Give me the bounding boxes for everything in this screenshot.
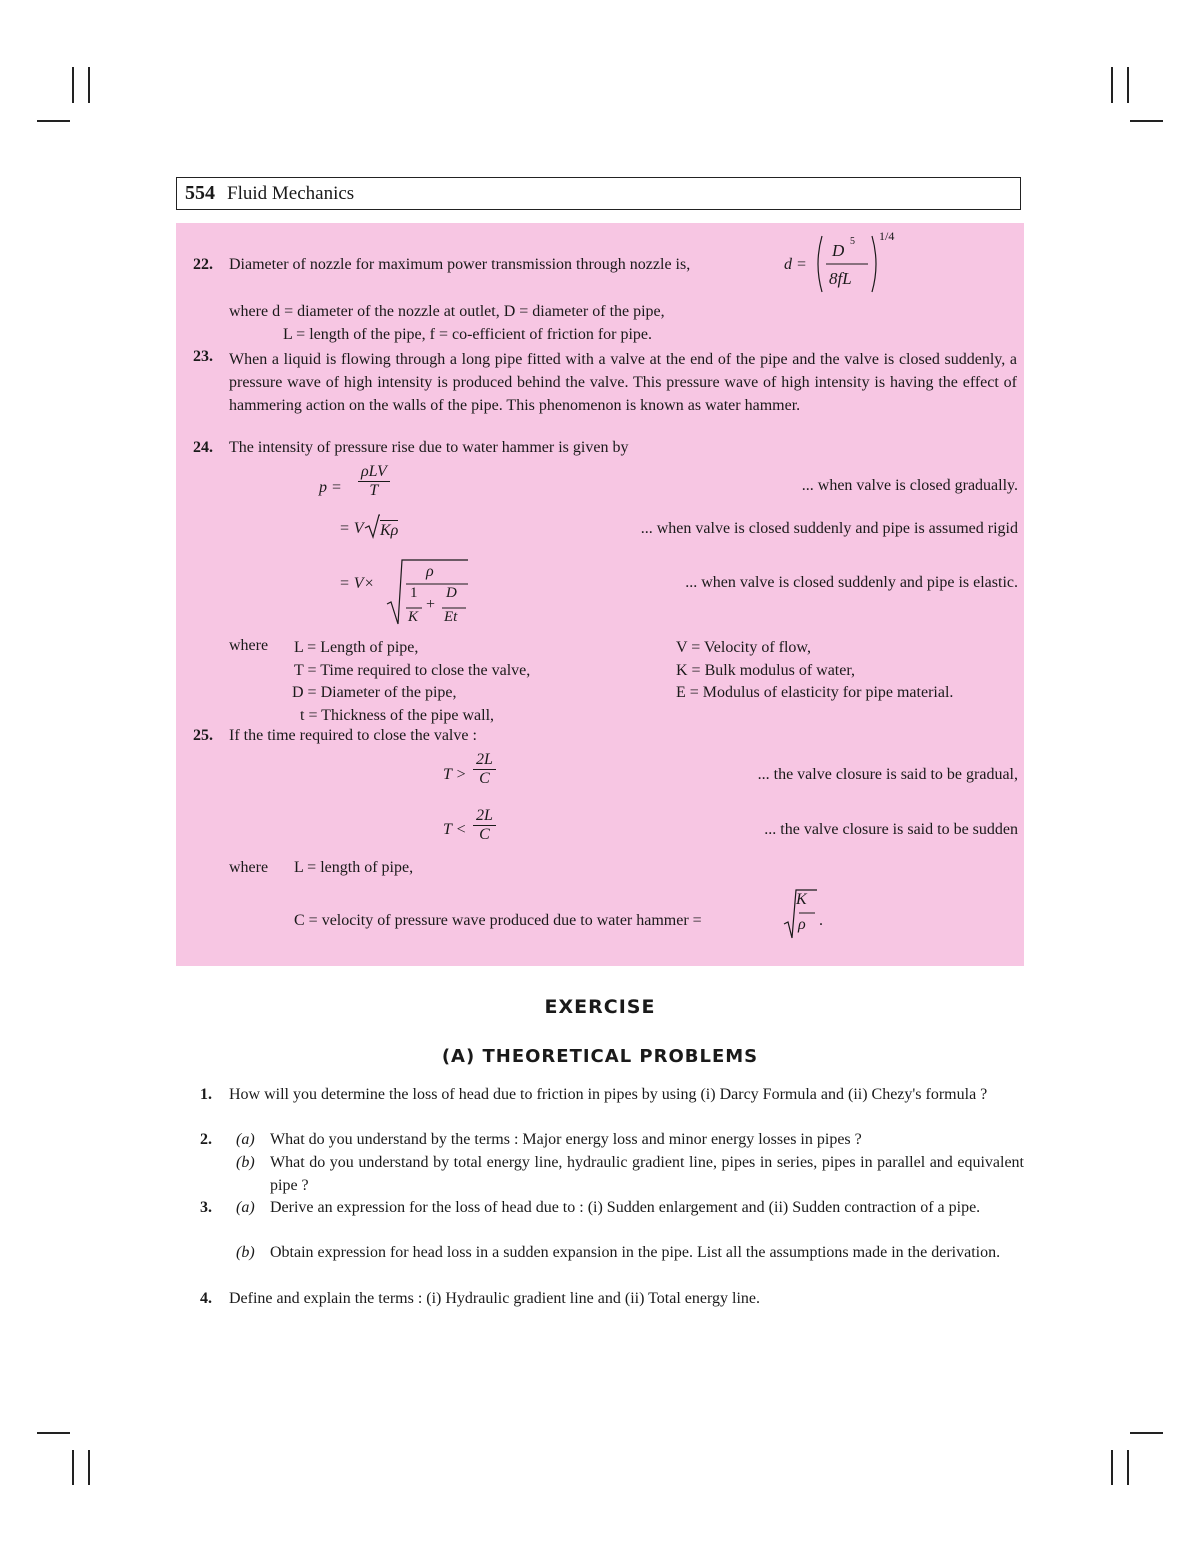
question-text: Define and explain the terms : (i) Hydraulic gradient line and (ii) Total energy line. [229, 1290, 760, 1307]
item-text: Diameter of nozzle for maximum power transmission through nozzle is, [229, 256, 691, 273]
question-text: Derive an expression for the loss of head due to : (i) Sudden enlargement and (ii) Sudden contraction of a pipe. [270, 1199, 981, 1216]
condition-lhs: T > [443, 766, 467, 783]
part-label: (a) [236, 1131, 255, 1148]
plus-sign: + [426, 596, 436, 613]
where-label: where [229, 637, 269, 654]
item-text: If the time required to close the valve : [229, 727, 477, 744]
crop-mark [1130, 1432, 1163, 1434]
question [200, 1083, 1024, 1129]
condition-note: ... the valve closure is said to be sudden [764, 821, 1018, 838]
item-text: When a liquid is flowing through a long pipe fitted with a valve at the end of the pipe and the valve is closed suddenly, a pressure wave of high intensity is produced behind the valve. This pressure wave of high intensity is having the effect of hammering action on the walls of the pipe. This phenomenon is known as water hammer. [229, 351, 1017, 414]
item-number: 24. [193, 439, 213, 456]
fraction-denominator: C [479, 769, 490, 787]
definition: K = Bulk modulus of water, [676, 661, 856, 679]
condition-note: ... the valve closure is said to be gradual, [757, 766, 1018, 783]
condition-fraction [473, 807, 496, 843]
crop-mark [1130, 120, 1163, 122]
crop-mark [37, 1432, 70, 1434]
formula-exponent: 1/4 [879, 229, 895, 243]
condition-lhs: T < [443, 821, 467, 838]
definition: D = Diameter of the pipe, [292, 684, 457, 701]
condition-fraction [473, 751, 496, 787]
question-text: Obtain expression for head loss in a sudden expansion in the pipe. List all the assumptions made in the derivation. [270, 1244, 1001, 1261]
question-text: How will you determine the loss of head due to friction in pipes by using (i) Darcy Formula and (ii) Chezy's formula ? [229, 1086, 988, 1103]
definition: L = length of pipe, [294, 859, 414, 876]
formula-numerator-exponent: 5 [850, 236, 855, 247]
fraction-denominator: C [479, 825, 490, 843]
crop-mark [1111, 67, 1113, 103]
question-number: 1. [200, 1086, 212, 1103]
question-text: What do you understand by the terms : Major energy loss and minor energy losses in pipes ? [270, 1131, 862, 1148]
part-label: (b) [236, 1154, 255, 1171]
fraction-numerator: ρLV [358, 463, 390, 482]
where-line: L = length of the pipe, f = co-efficient of friction for pipe. [283, 326, 653, 343]
definitions-right [676, 637, 953, 705]
fraction-denominator: T [369, 481, 379, 499]
question-number: 3. [200, 1199, 212, 1216]
definitions-left [294, 637, 530, 727]
book-title: Fluid Mechanics [227, 182, 355, 204]
fraction-numerator: K [796, 891, 807, 908]
question [200, 1287, 1024, 1311]
definition: t = Thickness of the pipe wall, [300, 706, 495, 724]
equation-lhs: = V× [339, 575, 375, 592]
exercise-heading: EXERCISE [544, 996, 656, 1018]
formula-denominator: 8fL [829, 269, 852, 288]
where-line: where d = diameter of the nozzle at outlet, D = diameter of the pipe, [229, 303, 665, 320]
equation-note: ... when valve is closed gradually. [801, 477, 1018, 494]
rho-symbol: ρ [426, 563, 434, 580]
crop-mark [1127, 67, 1129, 103]
question-text: What do you understand by total energy line, hydraulic gradient line, pipes in series, pipes in parallel and equivalent pipe ? [270, 1154, 1024, 1194]
equation-note: ... when valve is closed suddenly and pipe is assumed rigid [640, 520, 1018, 537]
definition: L = Length of pipe, [294, 639, 419, 656]
fraction-numerator: 1 [410, 585, 418, 601]
crop-mark [88, 67, 90, 103]
crop-mark [1127, 1450, 1129, 1485]
definition: T = Time required to close the valve, [294, 661, 531, 679]
fraction-denominator: Et [444, 609, 458, 625]
item-number: 25. [193, 727, 213, 744]
part-label: (a) [236, 1199, 255, 1216]
crop-mark [88, 1450, 90, 1485]
where-label: where [229, 859, 269, 876]
crop-mark [1111, 1450, 1113, 1485]
sqrt-icon [364, 513, 380, 539]
page-number: 554 [185, 182, 215, 204]
equation-lhs: p = [319, 479, 342, 496]
radicand: Kρ [380, 522, 399, 539]
nozzle-formula [812, 233, 882, 295]
definition: V = Velocity of flow, [676, 639, 811, 656]
section-heading: (A) THEORETICAL PROBLEMS [441, 1046, 759, 1067]
fraction-denominator: K [408, 609, 419, 625]
fraction-numerator: 2L [473, 751, 496, 770]
fraction-numerator: D [446, 585, 457, 601]
definition: C = velocity of pressure wave produced due to water hammer = [294, 912, 702, 929]
equation-lhs: = V [339, 520, 364, 537]
question-number: 2. [200, 1131, 212, 1148]
item-number: 22. [193, 256, 213, 273]
equation-fraction [358, 463, 390, 499]
equation-note: ... when valve is closed suddenly and pipe is elastic. [685, 574, 1018, 591]
item-number: 23. [193, 348, 213, 365]
item-text: The intensity of pressure rise due to water hammer is given by [229, 439, 629, 456]
crop-mark [72, 1450, 74, 1485]
crop-mark [72, 67, 74, 103]
formula-lhs: d = [784, 256, 807, 273]
page-header [176, 177, 1021, 210]
question-number: 4. [200, 1290, 212, 1307]
summary-box [176, 223, 1024, 966]
period: . [819, 912, 823, 929]
part-label: (b) [236, 1244, 255, 1261]
definition: E = Modulus of elasticity for pipe material. [676, 684, 954, 701]
question [200, 1128, 1024, 1198]
question [200, 1196, 1024, 1288]
fraction-numerator: 2L [473, 807, 496, 826]
crop-mark [37, 120, 70, 122]
formula-numerator: D [832, 241, 845, 260]
fraction-denominator: ρ [798, 916, 806, 933]
